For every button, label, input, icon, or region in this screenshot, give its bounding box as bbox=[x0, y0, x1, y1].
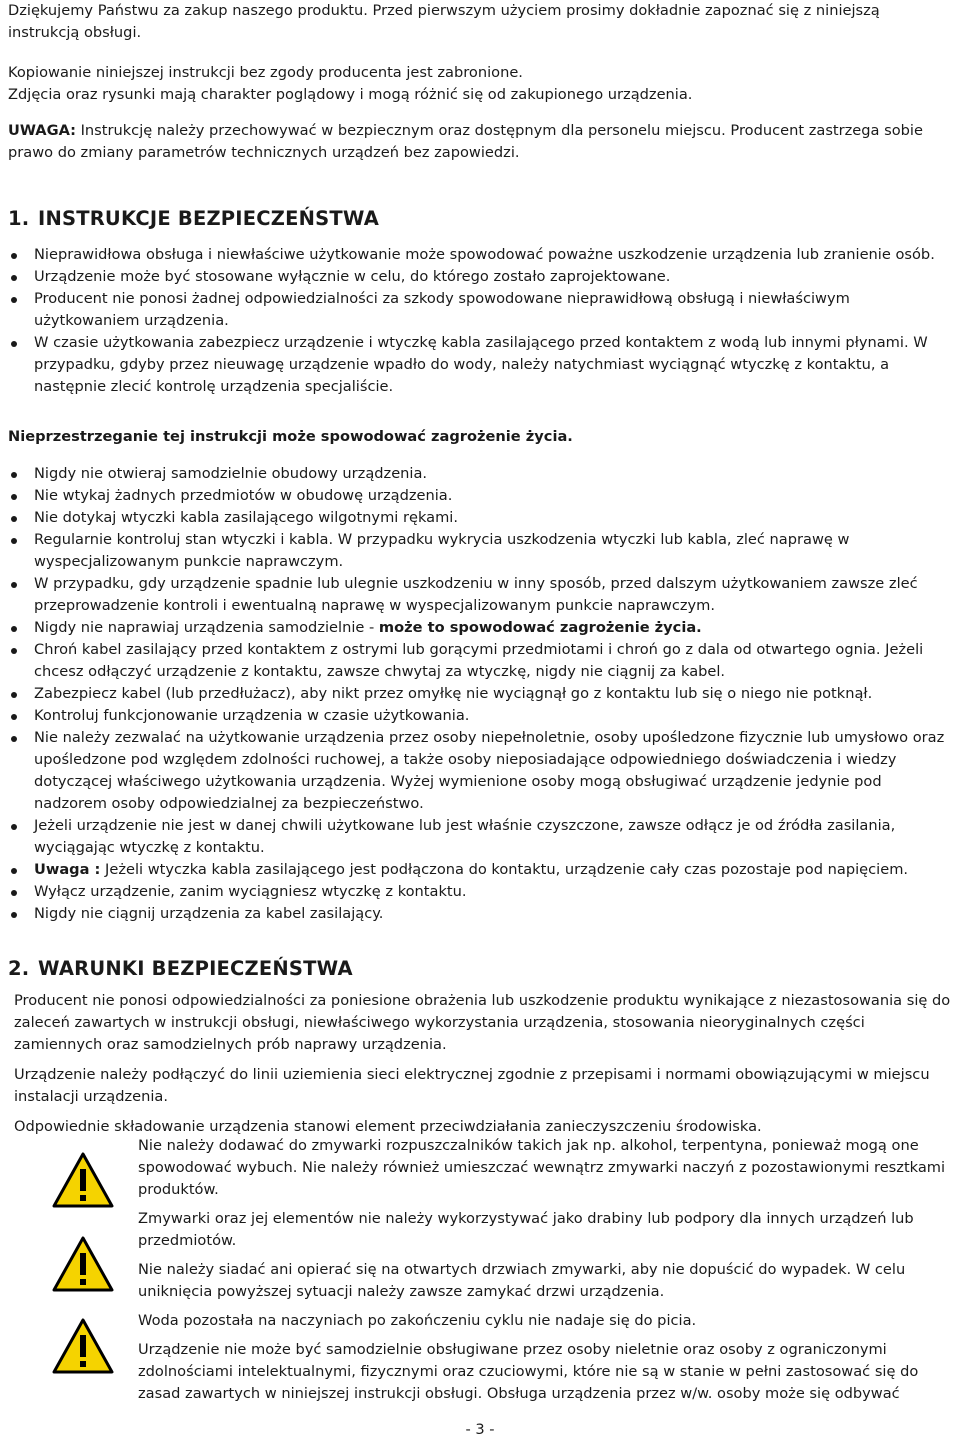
intro-copyright: Kopiowanie niniejszej instrukcji bez zgody producenta jest zabronione. bbox=[8, 64, 523, 81]
bullet-text: W przypadku, gdy urządzenie spadnie lub ulegnie uszkodzeniu w inny sposób, przed dalszym użytkowaniem zawsze zleć przeprowadzenie kontroli i ewentualną naprawę w wyspecjalizowanym punkcie naprawczym. bbox=[34, 575, 918, 614]
bullet-text: Nigdy nie ciągnij urządzenia za kabel zasilający. bbox=[34, 905, 384, 922]
bullet-text: Nigdy nie otwieraj samodzielnie obudowy urządzenia. bbox=[34, 465, 428, 482]
bullet-item bbox=[8, 903, 956, 925]
bullet-icon bbox=[11, 714, 17, 720]
warning-text: Instrukcję należy przechowywać w bezpiecznym oraz dostępnym dla personelu miejscu. Producent zastrzega sobie prawo do zmiany parametrów technicznych urządzeń bez zapowiedzi. bbox=[8, 122, 923, 161]
life-danger-warning: Nieprzestrzeganie tej instrukcji może spowodować zagrożenie życia. bbox=[8, 428, 573, 445]
safety-list-b bbox=[8, 463, 956, 925]
bullet-text: Kontroluj funkcjonowanie urządzenia w czasie użytkowania. bbox=[34, 707, 470, 724]
warning-paragraph: Zmywarki oraz jej elementów nie należy wykorzystywać jako drabiny lub podpory dla innych urządzeń lub przedmiotów. bbox=[138, 1210, 914, 1249]
bullet-bold-label: Uwaga : bbox=[34, 861, 101, 878]
bullet-item bbox=[8, 266, 956, 288]
bullet-item bbox=[8, 507, 956, 529]
bullet-text: Jeżeli wtyczka kabla zasilającego jest podłączona do kontaktu, urządzenie cały czas pozostaje pod napięciem. bbox=[100, 861, 909, 878]
intro-images-note: Zdjęcia oraz rysunki mają charakter poglądowy i mogą różnić się od zakupionego urządzenia. bbox=[8, 86, 693, 103]
bullet-text: Nie wtykaj żadnych przedmiotów w obudowę urządzenia. bbox=[34, 487, 453, 504]
bullet-icon bbox=[11, 275, 17, 281]
bullet-item bbox=[8, 485, 956, 507]
bullet-icon bbox=[11, 824, 17, 830]
bullet-icon bbox=[11, 868, 17, 874]
bullet-icon bbox=[11, 692, 17, 698]
bullet-icon bbox=[11, 912, 17, 918]
section-2-paragraph: Urządzenie należy podłączyć do linii uziemienia sieci elektrycznej zgodnie z przepisami i normami obowiązującymi w miejscu instalacji urządzenia. bbox=[14, 1066, 930, 1105]
bullet-item bbox=[8, 617, 956, 639]
bullet-item bbox=[8, 639, 956, 683]
bullet-item bbox=[8, 881, 956, 903]
warning-triangle-icon bbox=[52, 1236, 114, 1292]
bullet-text: Nie dotykaj wtyczki kabla zasilającego wilgotnymi rękami. bbox=[34, 509, 459, 526]
warning-triangle-icon bbox=[52, 1318, 114, 1374]
bullet-icon bbox=[11, 494, 17, 500]
bullet-icon bbox=[11, 297, 17, 303]
section-2-title: WARUNKI BEZPIECZEŃSTWA bbox=[38, 957, 353, 980]
bullet-icon bbox=[11, 648, 17, 654]
bullet-icon bbox=[11, 538, 17, 544]
section-2-heading bbox=[8, 957, 353, 981]
bullet-item bbox=[8, 573, 956, 617]
bullet-icon bbox=[11, 253, 17, 259]
bullet-bold-text: może to spowodować zagrożenie życia. bbox=[378, 619, 702, 636]
intro-block bbox=[8, 0, 953, 164]
bullet-icon bbox=[11, 341, 17, 347]
bullet-text: Nie należy zezwalać na użytkowanie urządzenia przez osoby niepełnoletnie, osoby upośledzone fizycznie lub umysłowo oraz upośledzone pod względem zdolności ruchowej, a także osoby nieposiadające odpowiedniego doświadczenia i wiedzy dotyczącej właściwego użytkowania urządzenia. Wyżej wymienione osoby mogą obsługiwać urządzenie jedynie pod nadzorem osoby odpowiedzialnej za bezpieczeństwo. bbox=[34, 729, 945, 812]
safety-list-a bbox=[8, 244, 956, 398]
bullet-item bbox=[8, 288, 956, 332]
bullet-item bbox=[8, 244, 956, 266]
bullet-text: Regularnie kontroluj stan wtyczki i kabla. W przypadku wykrycia uszkodzenia wtyczki lub kabla, zleć naprawę w wyspecjalizowanym punkcie naprawczym. bbox=[34, 531, 850, 570]
section-1-number: 1. bbox=[8, 207, 30, 230]
bullet-item bbox=[8, 727, 956, 815]
warning-triangle-icon bbox=[52, 1152, 114, 1208]
section-2-paragraph: Odpowiednie składowanie urządzenia stanowi element przeciwdziałania zanieczyszczeniu środowiska. bbox=[14, 1118, 762, 1135]
bullet-item bbox=[8, 705, 956, 727]
warning-paragraphs bbox=[138, 1135, 958, 1412]
section-2-number: 2. bbox=[8, 957, 30, 980]
bullet-item bbox=[8, 529, 956, 573]
section-1-title: INSTRUKCJE BEZPIECZEŃSTWA bbox=[38, 207, 380, 230]
warning-paragraph: Nie należy siadać ani opierać się na otwartych drzwiach zmywarki, aby nie dopuścić do wypadek. W celu uniknięcia powyższej sytuacji należy zawsze zamykać drzwi urządzenia. bbox=[138, 1261, 906, 1300]
bullet-item bbox=[8, 815, 956, 859]
bullet-icon bbox=[11, 626, 17, 632]
bullet-text: Producent nie ponosi żadnej odpowiedzialności za szkody spowodowane nieprawidłową obsługą i niewłaściwym użytkowaniem urządzenia. bbox=[34, 290, 850, 329]
bullet-icon bbox=[11, 890, 17, 896]
bullet-text: Jeżeli urządzenie nie jest w danej chwili użytkowane lub jest właśnie czyszczone, zawsze odłącz je od źródła zasilania, wyciągając wtyczkę z kontaktu. bbox=[34, 817, 896, 856]
bullet-text: Urządzenie może być stosowane wyłącznie w celu, do którego zostało zaprojektowane. bbox=[34, 268, 671, 285]
intro-warning bbox=[8, 120, 953, 164]
warning-paragraph: Urządzenie nie może być samodzielnie obsługiwane przez osoby nieletnie oraz osoby z ograniczonymi zdolnościami intelektualnymi, fizycznymi oraz czuciowymi, które nie są w stanie w pełni zastosować się do zasad zawartych w niniejszej instrukcji obsługi. Obsługa urządzenia przez w/w. osoby może się odbywać bbox=[138, 1341, 919, 1402]
bullet-item bbox=[8, 683, 956, 705]
bullet-item bbox=[8, 463, 956, 485]
bullet-text: Chroń kabel zasilający przed kontaktem z ostrymi lub gorącymi przedmiotami i chroń go z dala od otwartego ognia. Jeżeli chcesz odłączyć urządzenie z kontaktu, zawsze chwytaj za wtyczkę, nigdy nie ciągnij za kabel. bbox=[34, 641, 924, 680]
section-2-paragraphs bbox=[14, 990, 956, 1146]
warning-paragraph: Nie należy dodawać do zmywarki rozpuszczalników takich jak np. alkohol, terpentyna, ponieważ mogą one spowodować wybuch. Nie należy również umieszczać wewnątrz zmywarki naczyń z pozostawionymi resztkami produktów. bbox=[138, 1137, 946, 1198]
section-1-heading bbox=[8, 207, 379, 231]
bullet-icon bbox=[11, 516, 17, 522]
bullet-item bbox=[8, 332, 956, 398]
bullet-icon bbox=[11, 472, 17, 478]
section-2-paragraph: Producent nie ponosi odpowiedzialności za poniesione obrażenia lub uszkodzenie produktu wynikające z niezastosowania się do zaleceń zawartych w instrukcji obsługi, niewłaściwego wykorzystania urządzenia, stosowania nieoryginalnych części zamiennych oraz samodzielnych prób naprawy urządzenia. bbox=[14, 992, 951, 1053]
bullet-item bbox=[8, 859, 956, 881]
bullet-text: Nieprawidłowa obsługa i niewłaściwe użytkowanie może spowodować poważne uszkodzenie urządzenia lub zranienie osób. bbox=[34, 246, 935, 263]
bullet-text: W czasie użytkowania zabezpiecz urządzenie i wtyczkę kabla zasilającego przed kontaktem z wodą lub innymi płynami. W przypadku, gdyby przez nieuwagę urządzenie wpadło do wody, należy natychmiast wyciągnąć wtyczkę z kontaktu, a następnie zlecić kontrolę urządzenia specjaliście. bbox=[34, 334, 928, 395]
bullet-text: Nigdy nie naprawiaj urządzenia samodzielnie - bbox=[34, 619, 379, 636]
bullet-icon bbox=[11, 582, 17, 588]
page-number: - 3 - bbox=[465, 1421, 495, 1438]
bullet-text: Wyłącz urządzenie, zanim wyciągniesz wtyczkę z kontaktu. bbox=[34, 883, 467, 900]
bullet-text: Zabezpiecz kabel (lub przedłużacz), aby nikt przez omyłkę nie wyciągnął go z kontaktu lub się o niego nie potknął. bbox=[34, 685, 873, 702]
warning-paragraph: Woda pozostała na naczyniach po zakończeniu cyklu nie nadaje się do picia. bbox=[138, 1312, 697, 1329]
intro-thanks: Dziękujemy Państwu za zakup naszego produktu. Przed pierwszym użyciem prosimy dokładnie zapoznać się z niniejszą instrukcją obsługi. bbox=[8, 2, 880, 41]
warning-label: UWAGA: bbox=[8, 122, 76, 139]
bullet-icon bbox=[11, 736, 17, 742]
